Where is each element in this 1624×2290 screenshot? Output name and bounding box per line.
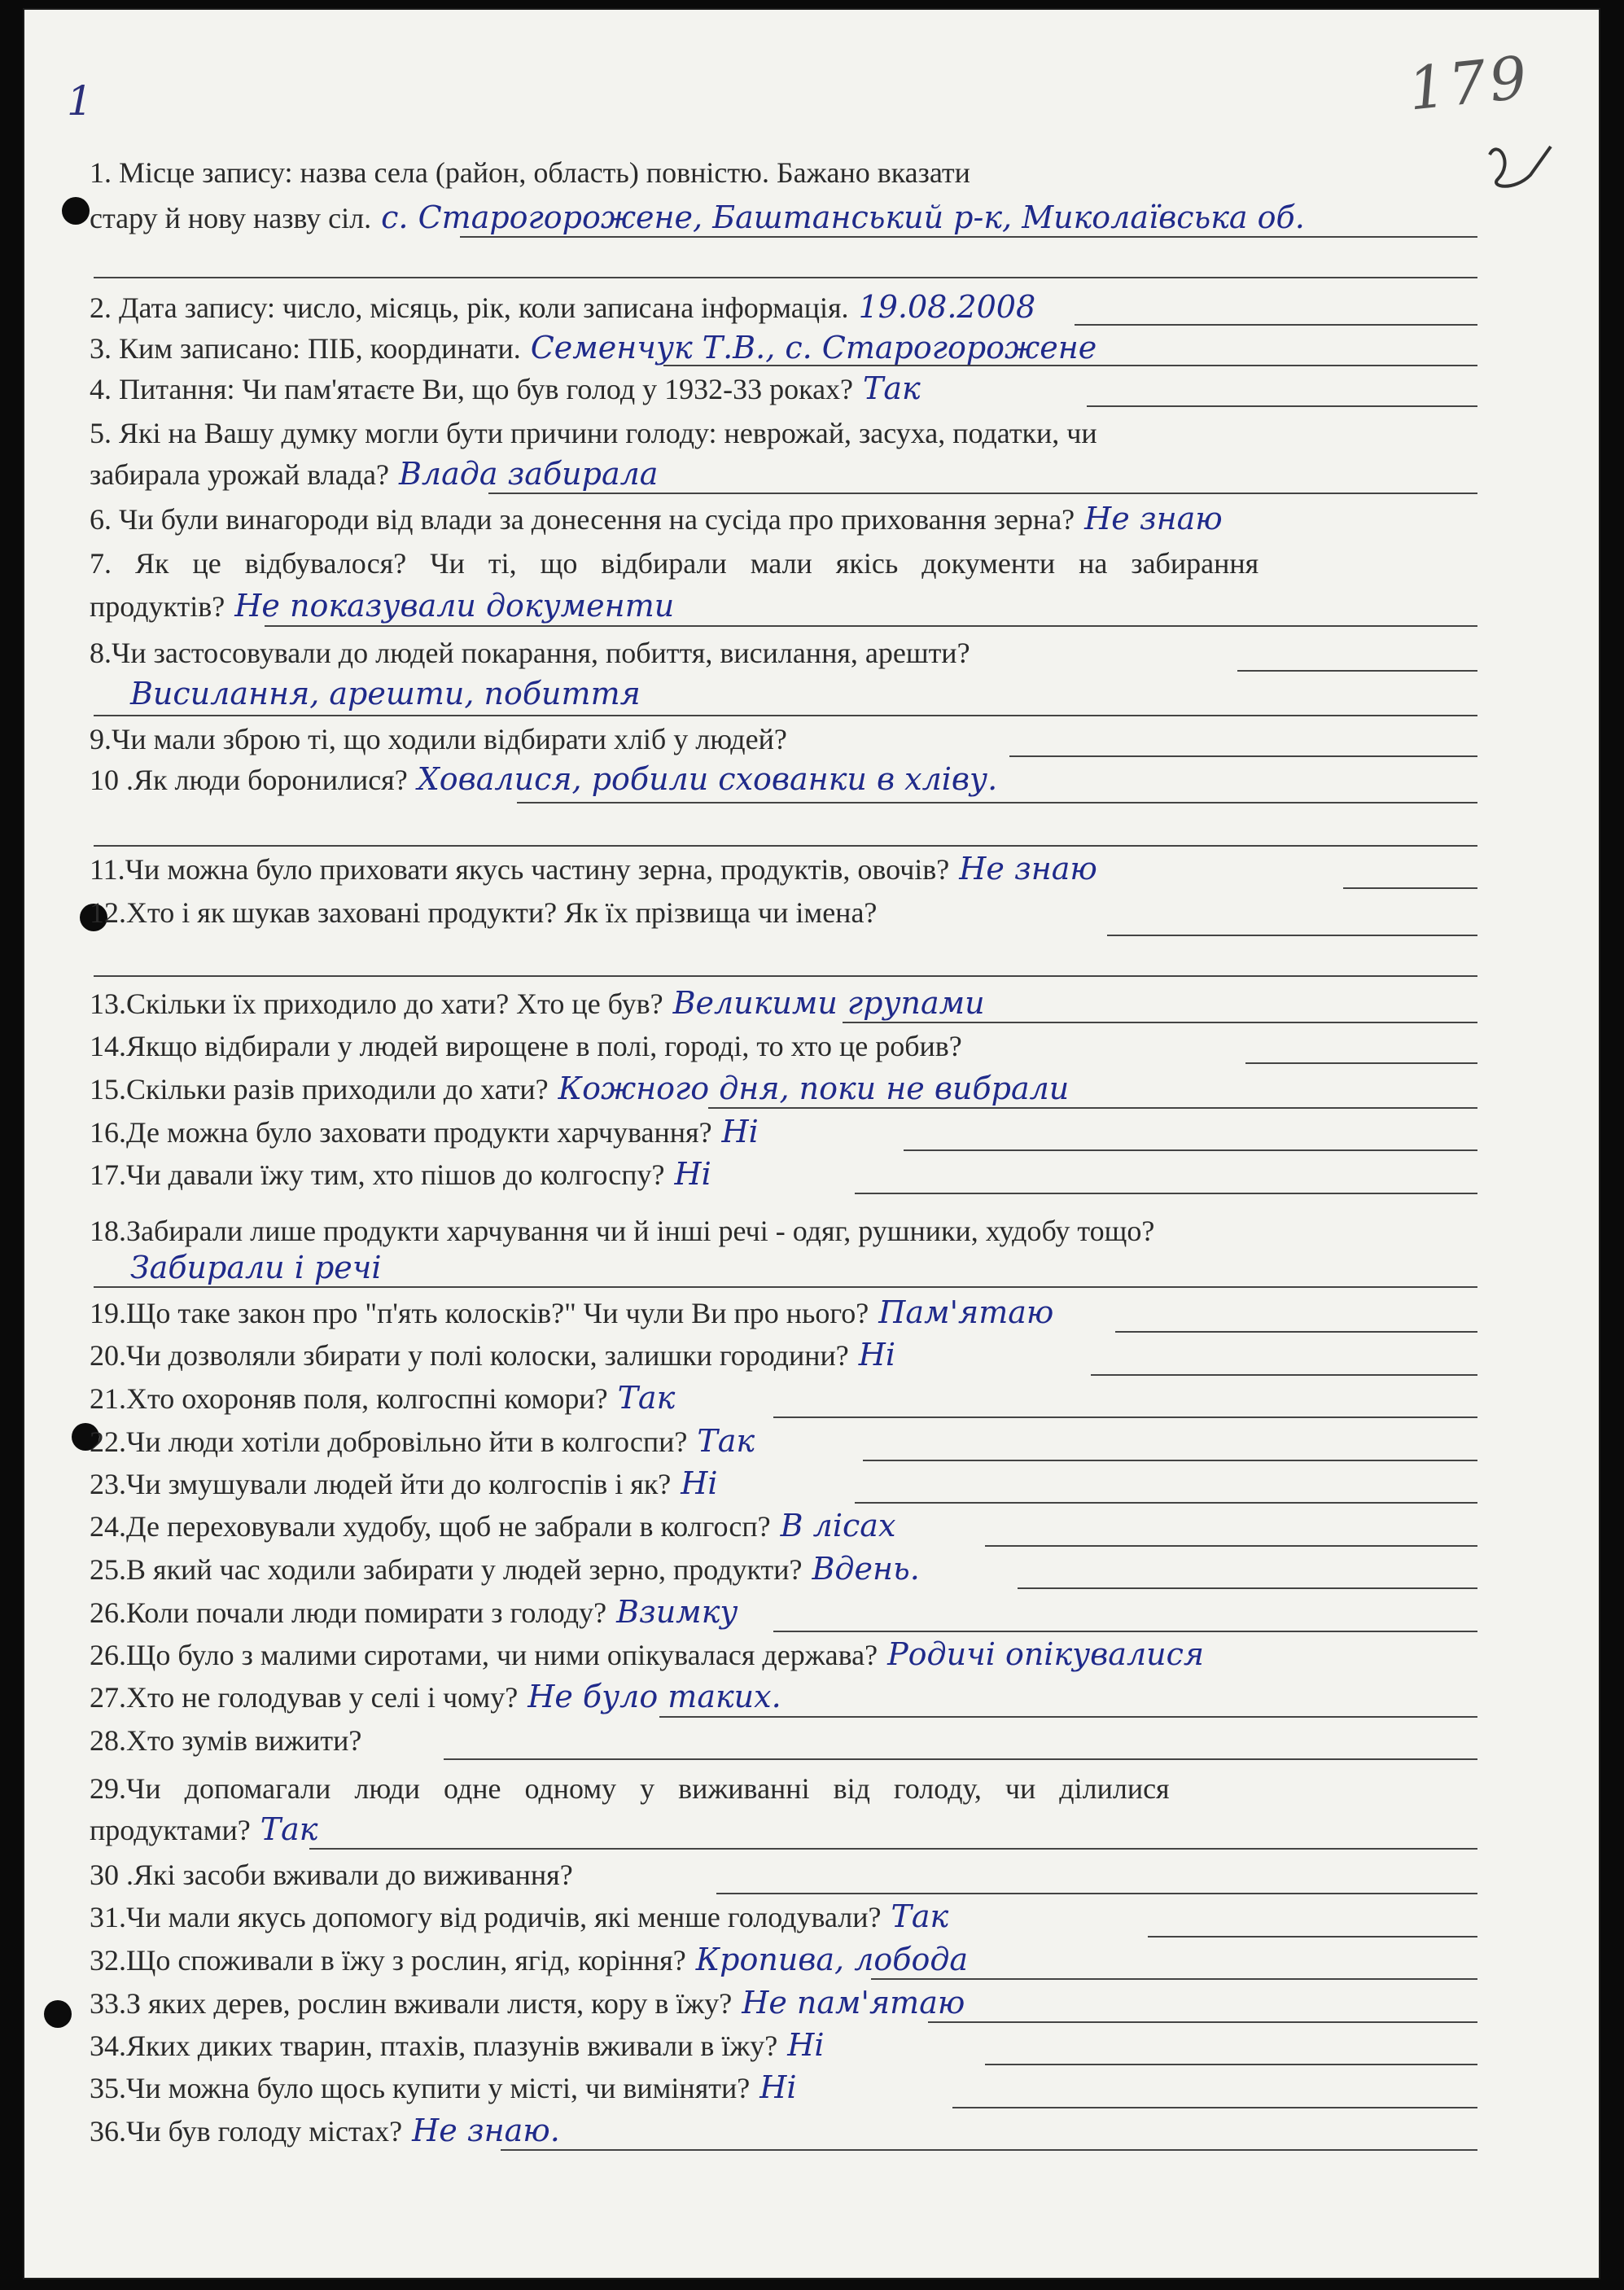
question-text: 36.Чи був голоду містах? (90, 2115, 403, 2148)
question-11 (90, 851, 1097, 887)
answer-line (265, 625, 1477, 627)
answer-text: Висилання, арешти, побиття (130, 676, 641, 712)
question-7-cont (90, 588, 674, 624)
question-25 (90, 1551, 920, 1587)
question-9 (90, 720, 797, 757)
answer-line (1237, 670, 1477, 672)
question-text: 23.Чи змушували людей йти до колгоспів і як? (90, 1468, 672, 1500)
answer-text: 19.08.2008 (858, 289, 1036, 325)
answer-line (444, 1758, 1477, 1760)
answer-text: Ні (674, 1156, 711, 1192)
question-text: 31.Чи мали якусь допомогу від родичів, які менше голодували? (90, 1901, 882, 1933)
question-26b (90, 1636, 1204, 1673)
question-text: 7. Як це відбувалося? Чи ті, що відбирали мали якісь документи на забирання (90, 547, 1259, 580)
question-34 (90, 2027, 825, 2064)
answer-text: Не показували документи (234, 588, 675, 624)
question-3 (90, 330, 1097, 366)
answer-line (1018, 1587, 1477, 1589)
question-text: 29.Чи допомагали люди одне одному у виживанні від голоду, чи ділилися (90, 1772, 1170, 1805)
page-number: 1 (67, 77, 93, 125)
question-7 (90, 545, 1258, 581)
answer-text: Вдень. (812, 1551, 920, 1587)
answer-line (1107, 935, 1477, 936)
question-text: продуктів? (90, 590, 225, 623)
answer-line (488, 493, 1477, 494)
question-text: 21.Хто охороняв поля, колгоспні комори? (90, 1382, 608, 1415)
answer-line (1115, 1331, 1477, 1333)
question-text: 1. Місце запису: назва села (район, область) повністю. Бажано вказати (90, 156, 970, 189)
question-14 (90, 1027, 972, 1064)
handwritten-mark-icon (1482, 130, 1555, 195)
question-29 (90, 1771, 1170, 1806)
question-text: 16.Де можна було заховати продукти харчування? (90, 1116, 712, 1149)
answer-text: Великими групами (672, 985, 985, 1021)
question-20 (90, 1337, 895, 1373)
question-text: 24.Де переховували худобу, щоб не забрали в колгосп? (90, 1510, 771, 1543)
answer-line (773, 1416, 1477, 1418)
question-36 (90, 2113, 560, 2149)
question-text: 20.Чи дозволяли збирати у полі колоски, залишки городини? (90, 1339, 849, 1372)
answer-line (94, 1286, 1477, 1288)
archive-number: 179 (1405, 42, 1534, 124)
answer-text: Взимку (616, 1594, 738, 1630)
question-35 (90, 2069, 797, 2106)
question-text: 5. Які на Вашу думку могли бути причини голоду: неврожай, засуха, податки, чи (90, 417, 1097, 449)
answer-text: Семенчук Т.В., с. Старогороженe (530, 330, 1097, 366)
question-10 (90, 761, 997, 798)
answer-text: Не знаю (959, 851, 1097, 887)
answer-text: Так (891, 1898, 949, 1934)
question-32 (90, 1942, 968, 1978)
question-2 (90, 289, 1035, 326)
answer-line (94, 277, 1477, 278)
answer-text: Забирали і речі (130, 1250, 382, 1285)
answer-line (1087, 405, 1477, 407)
question-text: 17.Чи давали їжу тим, хто пішов до колгоспу? (90, 1158, 665, 1191)
question-text: 26.Що було з малими сиротами, чи ними опікувалася держава? (90, 1639, 878, 1671)
question-text: 14.Якщо відбирали у людей вирощене в полі, городі, то хто це робив? (90, 1030, 962, 1062)
answer-text: с. Старогороженe, Баштанський р-к, Миколаївська об. (381, 199, 1305, 235)
question-12 (90, 894, 886, 930)
answer-text: Ні (759, 2069, 797, 2105)
question-text: 11.Чи можна було приховати якусь частину зерна, продуктів, овочів? (90, 853, 950, 886)
answer-line (985, 1545, 1477, 1547)
question-text: 19.Що таке закон про "п'ять колосків?" Чи чули Ви про нього? (90, 1297, 869, 1329)
answer-line (985, 2064, 1477, 2065)
question-text: 26.Коли почали люди помирати з голоду? (90, 1596, 607, 1629)
punch-hole (44, 2000, 72, 2028)
question-text: 6. Чи були винагороди від влади за донесення на сусіда про приховання зерна? (90, 503, 1075, 536)
question-text: 12.Хто і як шукав заховані продукти? Як їх прізвища чи імена? (90, 896, 878, 929)
answer-text: Кропива, лобода (695, 1942, 969, 1977)
question-22 (90, 1423, 755, 1460)
question-text: 9.Чи мали зброю ті, що ходили відбирати хліб у людей? (90, 723, 787, 755)
question-text: забирала урожай влада? (90, 458, 389, 491)
answer-line (843, 1022, 1477, 1023)
answer-line (871, 1978, 1477, 1980)
answer-line (517, 802, 1477, 803)
question-21 (90, 1380, 675, 1416)
question-18 (90, 1213, 1154, 1249)
answer-line (501, 2149, 1477, 2151)
answer-text: Пам'ятаю (878, 1294, 1054, 1330)
question-19 (90, 1294, 1053, 1331)
question-17 (90, 1156, 711, 1193)
punch-hole (62, 197, 90, 225)
answer-text: Не знаю. (412, 2113, 560, 2148)
answer-text: Так (617, 1380, 676, 1416)
question-8 (90, 635, 970, 671)
answer-text: Так (863, 370, 921, 406)
question-5-cont (90, 456, 658, 493)
answer-line (952, 2107, 1477, 2108)
question-24 (90, 1508, 895, 1544)
question-26 (90, 1594, 738, 1631)
question-1-cont (90, 199, 1305, 236)
question-text: 27.Хто не голодував у селі і чому? (90, 1681, 519, 1714)
answer-text: Ні (721, 1114, 759, 1149)
question-text: 22.Чи люди хотіли добровільно йти в колгоспи? (90, 1425, 688, 1458)
question-text: 28.Хто зумів вижити? (90, 1724, 362, 1757)
question-29-cont (90, 1811, 317, 1848)
answer-line (659, 1716, 1477, 1718)
question-33 (90, 1985, 965, 2021)
question-text: 33.З яких дерев, рослин вживали листя, кору в їжу? (90, 1987, 733, 2020)
answer-text: Ні (787, 2027, 825, 2063)
answer-line (663, 365, 1477, 366)
question-4 (90, 370, 921, 407)
answer-text: Не пам'ятаю (742, 1985, 965, 2021)
question-text: 18.Забирали лише продукти харчування чи й інші речі - одяг, рушники, худобу тощо? (90, 1215, 1155, 1247)
answer-line (855, 1502, 1477, 1504)
answer-line (1245, 1062, 1477, 1064)
question-text: 30 .Які засоби вживали до виживання? (90, 1859, 573, 1891)
question-23 (90, 1465, 718, 1502)
answer-line (1009, 755, 1477, 757)
question-27 (90, 1679, 781, 1715)
question-text: 8.Чи застосовували до людей покарання, побиття, висилання, арешти? (90, 637, 970, 669)
answer-text: Родичі опікувалися (887, 1636, 1205, 1672)
question-text: 2. Дата запису: число, місяць, рік, коли записана інформація. (90, 291, 849, 324)
answer-text: Не знаю (1084, 501, 1223, 536)
question-text: 34.Яких диких тварин, птахів, плазунів вживали в їжу? (90, 2029, 778, 2062)
answer-line (94, 845, 1477, 847)
answer-text: Не було таких. (527, 1679, 781, 1714)
answer-line (1091, 1374, 1477, 1376)
question-text: 35.Чи можна було щось купити у місті, чи виміняти? (90, 2072, 751, 2104)
answer-line (855, 1193, 1477, 1194)
question-text: стару й нову назву сіл. (90, 202, 372, 234)
answer-text: Ні (858, 1337, 896, 1373)
question-text: 32.Що споживали в їжу з рослин, ягід, коріння? (90, 1944, 686, 1977)
question-1 (90, 155, 970, 190)
answer-line (94, 715, 1477, 716)
question-text: 10 .Як люди боронилися? (90, 764, 408, 796)
answer-line (773, 1631, 1477, 1632)
question-5 (90, 415, 1097, 451)
answer-line (94, 975, 1477, 977)
question-text: 3. Ким записано: ПІБ, координати. (90, 332, 521, 365)
question-28 (90, 1722, 371, 1758)
answer-line (309, 1848, 1477, 1850)
question-text: продуктами? (90, 1814, 251, 1846)
answer-line (904, 1149, 1477, 1151)
answer-text: Ховалися, робили схованки в хліву. (417, 761, 998, 797)
answer-text: В лісах (780, 1508, 896, 1543)
question-text: 15.Скільки разів приходили до хати? (90, 1073, 549, 1106)
answer-line (716, 1893, 1477, 1894)
answer-line (1343, 887, 1477, 889)
answer-line (928, 2021, 1477, 2023)
answer-text: Ні (681, 1465, 718, 1501)
answer-text: Кожного дня, поки не вибрали (558, 1071, 1070, 1106)
answer-line (1148, 1936, 1477, 1938)
question-30 (90, 1856, 583, 1893)
question-6 (90, 501, 1223, 537)
answer-text: Влада забирала (398, 456, 659, 492)
answer-line (708, 1107, 1477, 1109)
question-text: 13.Скільки їх приходило до хати? Хто це був? (90, 987, 663, 1020)
question-text: 4. Питання: Чи пам'ятаєте Ви, що був голод у 1932-33 роках? (90, 373, 854, 405)
question-13 (90, 985, 985, 1022)
answer-text: Так (697, 1423, 755, 1459)
question-16 (90, 1114, 759, 1150)
question-15 (90, 1071, 1069, 1107)
question-31 (90, 1898, 948, 1935)
question-text: 25.В який час ходили забирати у людей зерно, продукти? (90, 1553, 803, 1586)
answer-line (1075, 324, 1477, 326)
answer-line (863, 1460, 1477, 1461)
answer-line (460, 236, 1477, 238)
answer-text: Так (260, 1811, 318, 1847)
